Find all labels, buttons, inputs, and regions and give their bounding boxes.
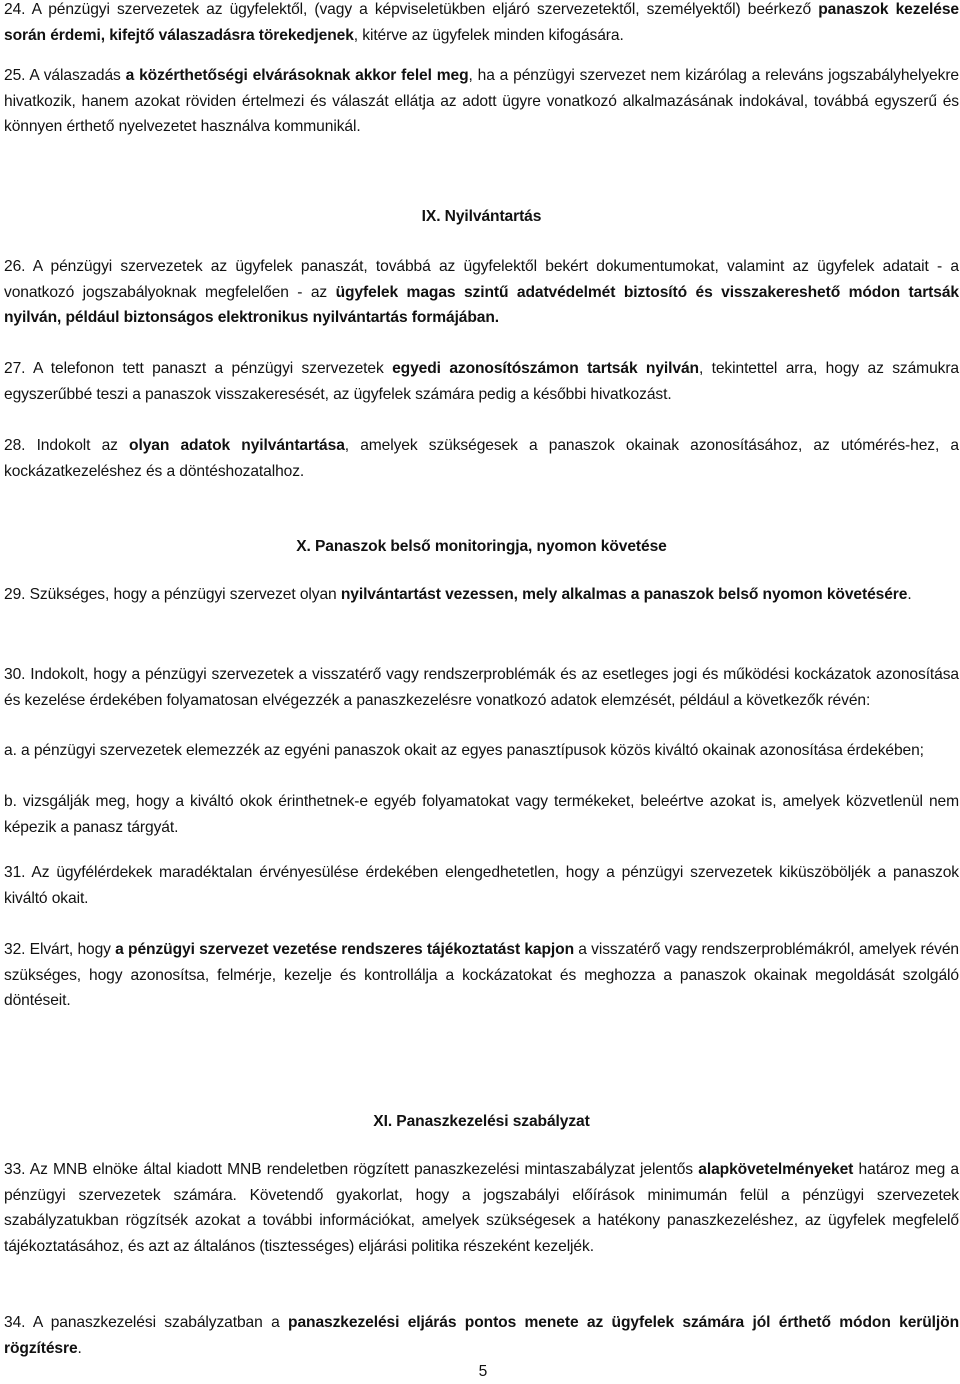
bold-text: ügyfelek magas szintű adatvédelmét biztosító és visszakereshető módon tartsák nyilván, például biztonságos elektronikus nyilvántartás formájában. [4, 283, 959, 327]
section-heading: XI. Panaszkezelési szabályzat [373, 1113, 590, 1130]
paragraph-26 [4, 254, 959, 331]
text-run: 27. A telefonon tett panaszt a pénzügyi szervezetek [4, 360, 393, 377]
text-run: . [907, 586, 912, 603]
text-run: a visszatérő vagy rendszerproblémákról, amelyek révén szükséges, hogy azonosítsa, felmérje, kezelje és kontrollálja a kockázatokat és meghozza a panaszok okainak megoldását szolgáló döntéseit. [4, 941, 959, 1010]
paragraph-30 [4, 662, 959, 713]
text-run: 28. Indokolt az [4, 437, 130, 454]
page-number: 5 [478, 1363, 488, 1380]
bold-text: a pénzügyi szervezet vezetése rendszeres tájékoztatást kapjon [115, 941, 574, 958]
paragraph-28 [4, 433, 959, 484]
text-run: 25. A válaszadás [4, 67, 126, 84]
paragraph-30b [4, 789, 959, 840]
paragraph-25 [4, 63, 959, 140]
text-run: b. vizsgálják meg, hogy a kiváltó okok érinthetnek-e egyéb folyamatokat vagy termékeket, beleértve azokat is, amelyek közvetlenül nem képezik a panasz tárgyát. [4, 793, 959, 836]
paragraph-34 [4, 1310, 959, 1361]
text-run: 24. A pénzügyi szervezetek az ügyfelektől, (vagy a képviseletükben eljáró szervezetektől, személyektől) beérkező [4, 1, 819, 18]
bold-text: nyilvántartást vezessen, mely alkalmas a panaszok belső nyomon követésére [340, 586, 908, 603]
bold-text: panaszok kezelése során érdemi, kifejtő válaszadásra törekedjenek [4, 1, 959, 44]
text-run: határoz meg a pénzügyi szervezetek számára. Követendő gyakorlat, hogy a jogszabályi előírások minimumán felül a pénzügyi szervezetek szabályzatukban rögzítsék azokat a további információkat, amelyek szükségesek a hatékony panaszkezeléshez, az ügyfelek megfelelő tájékoztatásához, és azt az általános (tisztességes) eljárási politika részeként kezeljék. [4, 1161, 959, 1255]
text-run: 32. Elvárt, hogy [4, 941, 116, 958]
text-run: a. a pénzügyi szervezetek elemezzék az egyéni panaszok okait az egyes panasztípusok közös kiváltó okainak azonosítása érdekében; [4, 742, 924, 759]
text-run: 31. Az ügyfélérdekek maradéktalan érvényesülése érdekében elengedhetetlen, hogy a pénzügyi szervezetek kiküszöböljék a panaszok kiváltó okait. [4, 864, 959, 907]
text-run: . [77, 1339, 82, 1357]
paragraph-33 [4, 1157, 959, 1259]
bold-text: egyedi azonosítószámon tartsák nyilván [392, 360, 699, 377]
section-heading: X. Panaszok belső monitoringja, nyomon követése [296, 538, 667, 555]
paragraph-30a [4, 738, 959, 764]
text-run: 26. A pénzügyi szervezetek az ügyfelek panaszát, továbbá az ügyfelektől bekért dokumentumokat, valamint az ügyfelek adatait - a vonatkozó jogszabályoknak megfelelően - az [4, 258, 959, 301]
bold-text: olyan adatok nyilvántartása [129, 437, 345, 454]
paragraph-32 [4, 937, 959, 1014]
paragraph-24 [4, 0, 959, 48]
text-run: 33. Az MNB elnöke által kiadott MNB rendeletben rögzített panaszkezelési mintaszabályzat jelentős [4, 1161, 699, 1178]
text-run: 34. A panaszkezelési szabályzatban a [4, 1314, 289, 1331]
text-run: 29. Szükséges, hogy a pénzügyi szervezet olyan [4, 586, 341, 603]
text-run: 30. Indokolt, hogy a pénzügyi szervezetek a visszatérő vagy rendszerproblémák és az esetleges jogi és működési kockázatok azonosítása és kezelése érdekében folyamatosan elvégezzék a panaszkezelésre vonatkozó adatok elemzését, például a következők révén: [4, 666, 959, 709]
section-heading: IX. Nyilvántartás [421, 208, 542, 225]
paragraph-27 [4, 356, 959, 407]
bold-text: a közérthetőségi elvárásoknak akkor felel meg [125, 67, 469, 84]
bold-text: panaszkezelési eljárás pontos menete az ügyfelek számára jól érthető módon kerüljön rögzítésre [4, 1314, 959, 1357]
text-run: , ha a pénzügyi szervezet nem kizárólag a releváns jogszabályhelyekre hivatkozik, hanem azokat röviden értelmezi és válaszát ellátja az adott ügyre vonatkozó alkalmazásának indokával, továbbá egyszerű és könnyen érthető nyelvezetet használva kommunikál. [4, 67, 959, 136]
bold-text: alapkövetelményeket [698, 1161, 854, 1178]
paragraph-29 [4, 582, 959, 608]
text-run: , tekintettel arra, hogy az számukra egyszerűbbé teszi a panaszok visszakeresését, az ügyfelek számára pedig a későbbi hivatkozást. [4, 360, 959, 403]
text-run: , kitérve az ügyfelek minden kifogására. [353, 26, 624, 44]
text-run: , amelyek szükségesek a panaszok okainak azonosításához, az utómérés-hez, a kockázatkezeléshez és a döntéshozatalhoz. [4, 437, 959, 480]
paragraph-31 [4, 860, 959, 911]
